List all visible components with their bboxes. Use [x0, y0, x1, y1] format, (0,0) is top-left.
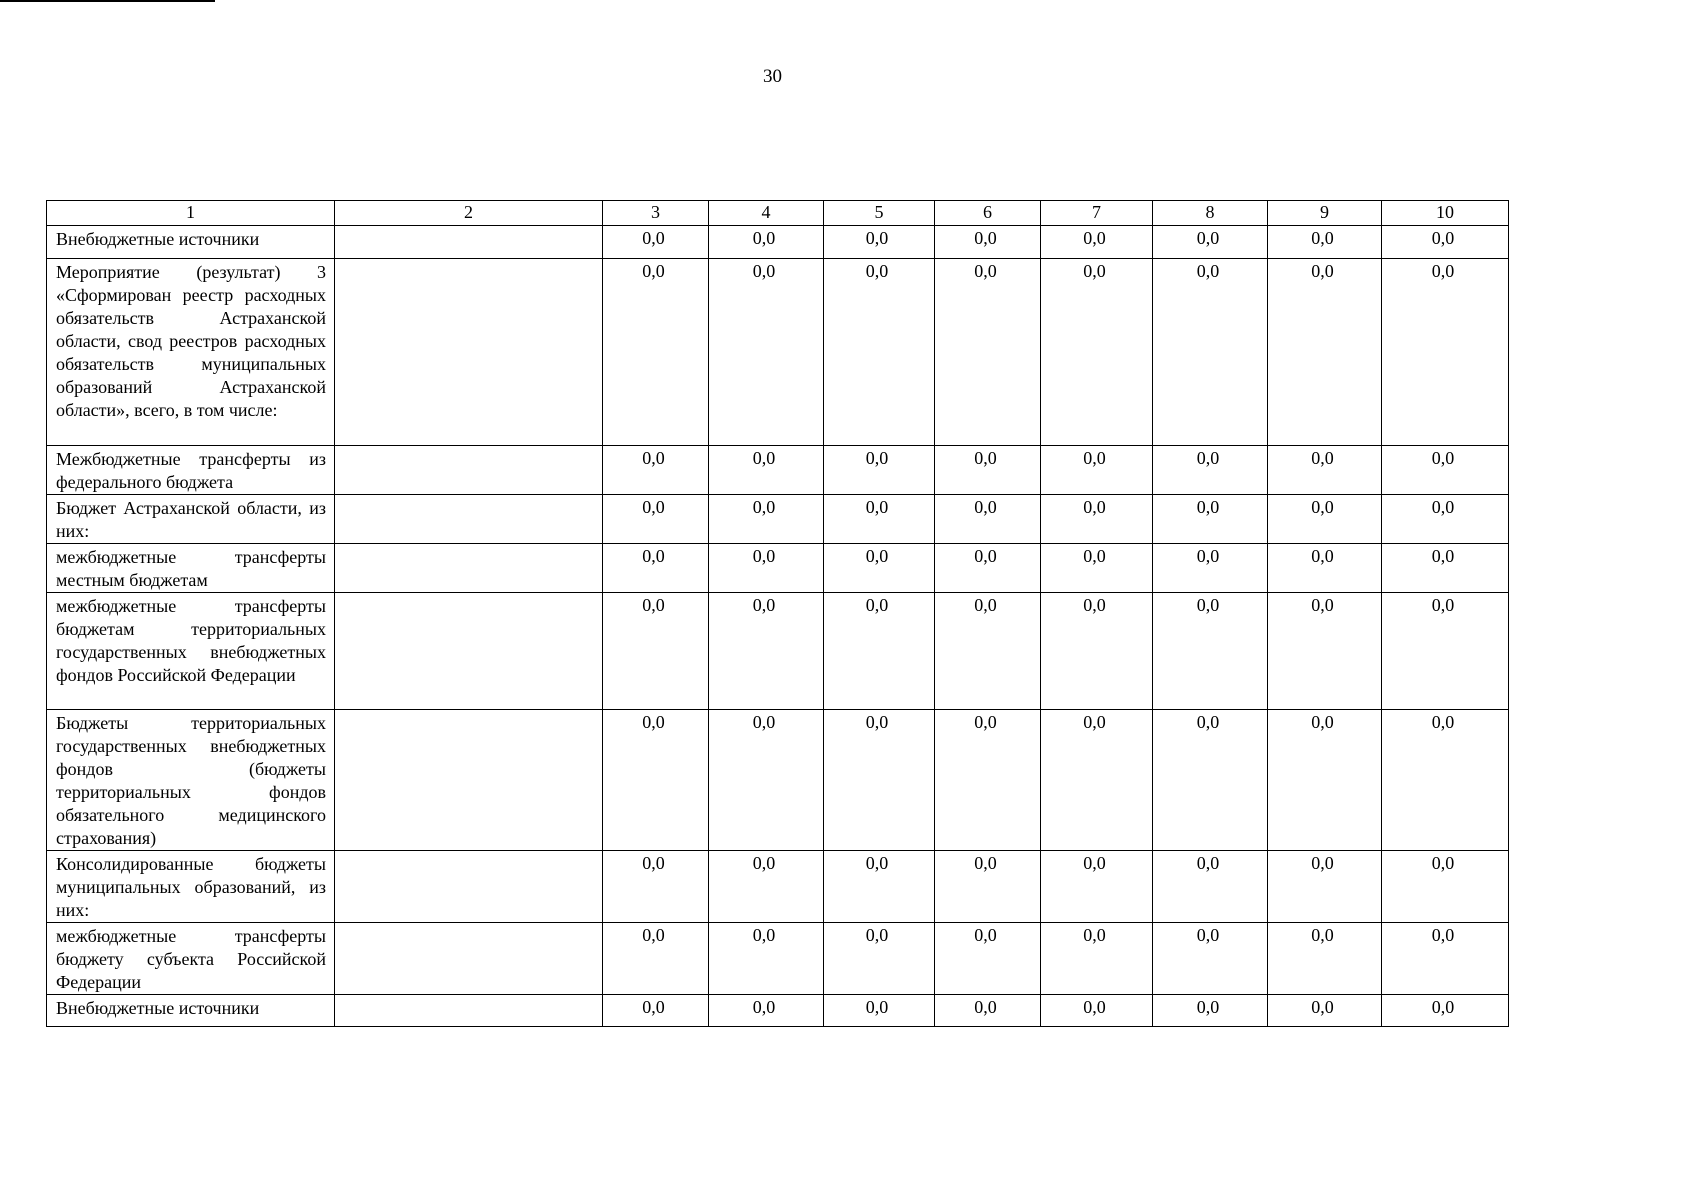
row-col2-cell [335, 851, 603, 923]
value-cell: 0,0 [1268, 923, 1382, 995]
column-header-7: 7 [1041, 201, 1153, 226]
value-cell: 0,0 [1268, 226, 1382, 259]
value-cell: 0,0 [1153, 446, 1268, 495]
value-cell: 0,0 [1153, 226, 1268, 259]
value-cell: 0,0 [603, 259, 709, 446]
value-cell: 0,0 [935, 226, 1041, 259]
row-label: Мероприятие (результат) 3 «Сформирован реестр расходных обязательств Астраханской области, свод реестров расходных обязательств муниципальных образований Астраханской области», всего, в том числе: [47, 259, 335, 446]
value-cell: 0,0 [824, 226, 935, 259]
table-row [47, 495, 1509, 544]
value-cell: 0,0 [1382, 710, 1509, 851]
value-cell: 0,0 [935, 544, 1041, 593]
value-cell: 0,0 [1268, 259, 1382, 446]
value-cell: 0,0 [935, 923, 1041, 995]
table-row [47, 995, 1509, 1027]
value-cell: 0,0 [935, 995, 1041, 1027]
row-col2-cell [335, 544, 603, 593]
row-col2-cell [335, 710, 603, 851]
value-cell: 0,0 [709, 259, 824, 446]
row-col2-cell [335, 593, 603, 710]
value-cell: 0,0 [603, 495, 709, 544]
value-cell: 0,0 [709, 544, 824, 593]
value-cell: 0,0 [603, 226, 709, 259]
row-col2-cell [335, 995, 603, 1027]
row-col2-cell [335, 495, 603, 544]
value-cell: 0,0 [1041, 226, 1153, 259]
row-col2-cell [335, 923, 603, 995]
value-cell: 0,0 [1382, 995, 1509, 1027]
value-cell: 0,0 [709, 851, 824, 923]
column-header-4: 4 [709, 201, 824, 226]
value-cell: 0,0 [935, 851, 1041, 923]
value-cell: 0,0 [1041, 259, 1153, 446]
value-cell: 0,0 [935, 495, 1041, 544]
value-cell: 0,0 [1153, 995, 1268, 1027]
column-header-6: 6 [935, 201, 1041, 226]
header-row [47, 201, 1509, 226]
value-cell: 0,0 [1382, 495, 1509, 544]
value-cell: 0,0 [1268, 851, 1382, 923]
value-cell: 0,0 [1153, 495, 1268, 544]
value-cell: 0,0 [1041, 593, 1153, 710]
column-header-1: 1 [47, 201, 335, 226]
budget-table [46, 200, 1509, 1027]
scan-edge-mark [0, 0, 215, 2]
value-cell: 0,0 [603, 995, 709, 1027]
table-row [47, 544, 1509, 593]
value-cell: 0,0 [1041, 851, 1153, 923]
value-cell: 0,0 [1382, 593, 1509, 710]
value-cell: 0,0 [1153, 544, 1268, 593]
table-row [47, 259, 1509, 446]
value-cell: 0,0 [709, 593, 824, 710]
column-header-3: 3 [603, 201, 709, 226]
value-cell: 0,0 [603, 593, 709, 710]
value-cell: 0,0 [1041, 544, 1153, 593]
row-label: Внебюджетные источники [47, 226, 335, 259]
column-header-8: 8 [1153, 201, 1268, 226]
table-row [47, 851, 1509, 923]
row-label: Межбюджетные трансферты из федерального бюджета [47, 446, 335, 495]
row-label: Консолидированные бюджеты муниципальных образований, из них: [47, 851, 335, 923]
row-label: Бюджеты территориальных государственных внебюджетных фондов (бюджеты территориальных фондов обязательного медицинского страхования) [47, 710, 335, 851]
value-cell: 0,0 [824, 995, 935, 1027]
row-label: Бюджет Астраханской области, из них: [47, 495, 335, 544]
value-cell: 0,0 [824, 923, 935, 995]
value-cell: 0,0 [1041, 495, 1153, 544]
column-header-2: 2 [335, 201, 603, 226]
value-cell: 0,0 [1382, 259, 1509, 446]
value-cell: 0,0 [709, 226, 824, 259]
row-label: межбюджетные трансферты бюджету субъекта Российской Федерации [47, 923, 335, 995]
value-cell: 0,0 [824, 495, 935, 544]
value-cell: 0,0 [824, 446, 935, 495]
value-cell: 0,0 [824, 593, 935, 710]
value-cell: 0,0 [709, 923, 824, 995]
value-cell: 0,0 [1268, 995, 1382, 1027]
value-cell: 0,0 [603, 923, 709, 995]
row-col2-cell [335, 446, 603, 495]
value-cell: 0,0 [935, 593, 1041, 710]
table-row [47, 593, 1509, 710]
value-cell: 0,0 [603, 446, 709, 495]
row-label: Внебюджетные источники [47, 995, 335, 1027]
value-cell: 0,0 [1382, 923, 1509, 995]
row-label: межбюджетные трансферты бюджетам территориальных государственных внебюджетных фондов Российской Федерации [47, 593, 335, 710]
row-col2-cell [335, 259, 603, 446]
value-cell: 0,0 [603, 851, 709, 923]
value-cell: 0,0 [1041, 446, 1153, 495]
value-cell: 0,0 [1382, 446, 1509, 495]
column-header-9: 9 [1268, 201, 1382, 226]
row-label: межбюджетные трансферты местным бюджетам [47, 544, 335, 593]
value-cell: 0,0 [824, 851, 935, 923]
value-cell: 0,0 [935, 710, 1041, 851]
value-cell: 0,0 [1268, 495, 1382, 544]
value-cell: 0,0 [1153, 593, 1268, 710]
value-cell: 0,0 [824, 710, 935, 851]
column-header-10: 10 [1382, 201, 1509, 226]
value-cell: 0,0 [1041, 995, 1153, 1027]
value-cell: 0,0 [1153, 851, 1268, 923]
table-row [47, 226, 1509, 259]
value-cell: 0,0 [1153, 923, 1268, 995]
value-cell: 0,0 [1268, 710, 1382, 851]
value-cell: 0,0 [824, 259, 935, 446]
value-cell: 0,0 [1268, 593, 1382, 710]
value-cell: 0,0 [709, 446, 824, 495]
table-row [47, 710, 1509, 851]
value-cell: 0,0 [603, 710, 709, 851]
value-cell: 0,0 [709, 995, 824, 1027]
value-cell: 0,0 [1268, 544, 1382, 593]
value-cell: 0,0 [1041, 923, 1153, 995]
value-cell: 0,0 [1382, 544, 1509, 593]
value-cell: 0,0 [1382, 226, 1509, 259]
row-col2-cell [335, 226, 603, 259]
table-row [47, 446, 1509, 495]
value-cell: 0,0 [1153, 259, 1268, 446]
value-cell: 0,0 [935, 446, 1041, 495]
value-cell: 0,0 [824, 544, 935, 593]
column-header-5: 5 [824, 201, 935, 226]
value-cell: 0,0 [709, 710, 824, 851]
page-number: 30 [763, 66, 782, 87]
value-cell: 0,0 [1041, 710, 1153, 851]
value-cell: 0,0 [1153, 710, 1268, 851]
value-cell: 0,0 [603, 544, 709, 593]
table-row [47, 923, 1509, 995]
value-cell: 0,0 [1382, 851, 1509, 923]
value-cell: 0,0 [1268, 446, 1382, 495]
value-cell: 0,0 [935, 259, 1041, 446]
value-cell: 0,0 [709, 495, 824, 544]
